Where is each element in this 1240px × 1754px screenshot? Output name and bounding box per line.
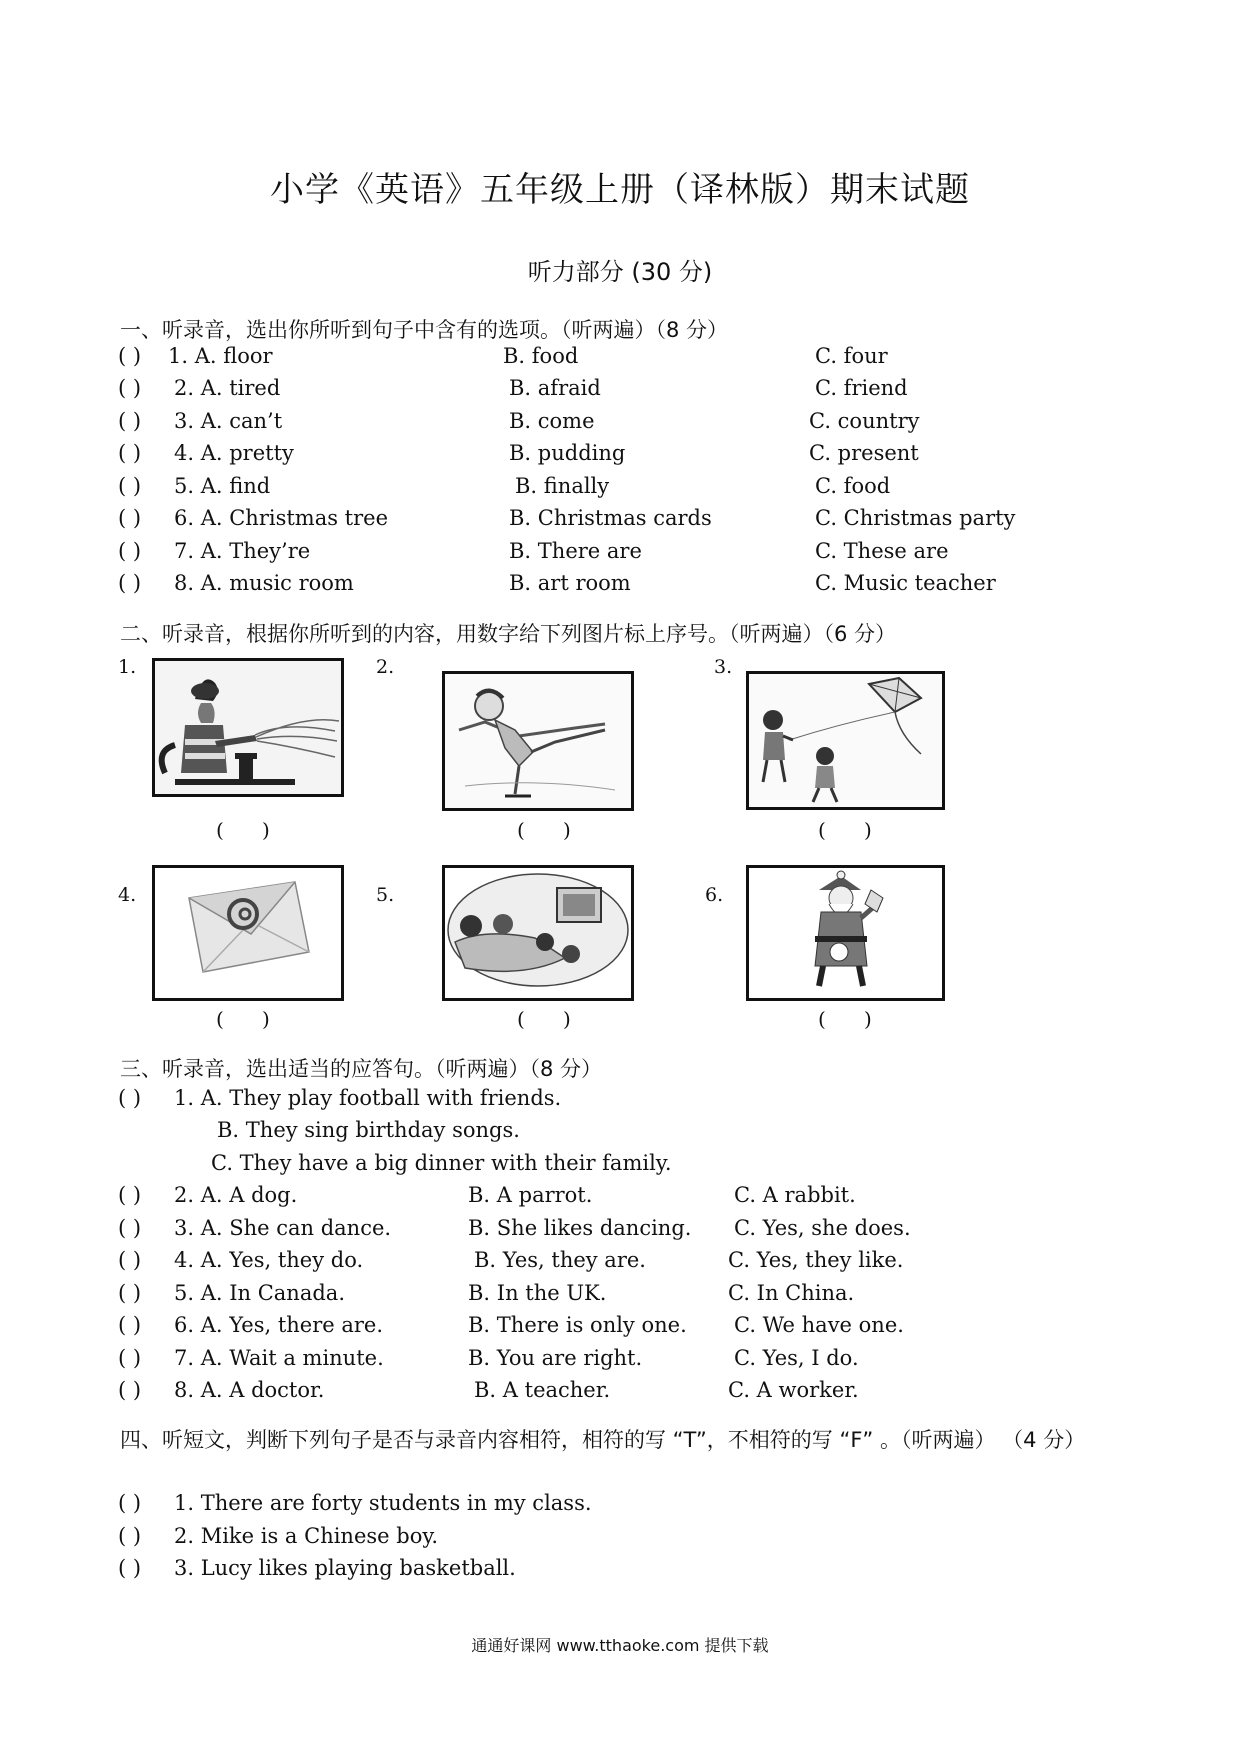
option-c: C. country: [809, 409, 920, 433]
answer-blank[interactable]: ( ): [118, 1524, 142, 1548]
option-b: B. There is only one.: [468, 1313, 687, 1337]
answer-blank[interactable]: ( ): [118, 344, 142, 368]
option-a: 4. A. Yes, they do.: [174, 1248, 364, 1272]
option-b: B. Yes, they are.: [474, 1248, 646, 1272]
picture-number-6: 6.: [705, 884, 724, 906]
picture-number-1: 1.: [118, 656, 137, 678]
picture-kite: [746, 671, 945, 810]
option-b: B. You are right.: [468, 1346, 643, 1370]
answer-blank[interactable]: ( ): [118, 1086, 142, 1110]
answer-blank[interactable]: ( ): [118, 1491, 142, 1515]
option-b: B. A parrot.: [468, 1183, 593, 1207]
option-c: C. In China.: [728, 1281, 855, 1305]
option-a: 6. A. Christmas tree: [174, 506, 389, 530]
option-a: 2. A. A dog.: [174, 1183, 298, 1207]
kite-children-icon: [749, 674, 942, 807]
option-a: 6. A. Yes, there are.: [174, 1313, 384, 1337]
option-b: B. A teacher.: [474, 1378, 611, 1402]
picture-answer-1[interactable]: ( ): [216, 818, 270, 842]
picture-number-3: 3.: [714, 656, 733, 678]
picture-firefighter: [152, 658, 344, 797]
answer-blank[interactable]: ( ): [118, 1248, 142, 1272]
section1-heading: 一、听录音，选出你所听到句子中含有的选项。（听两遍）（8 分）: [120, 318, 729, 342]
answer-blank[interactable]: ( ): [118, 441, 142, 465]
statement-text: 2. Mike is a Chinese boy.: [174, 1524, 439, 1548]
option-a: 2. A. tired: [174, 376, 281, 400]
picture-answer-5[interactable]: ( ): [517, 1007, 571, 1031]
answer-blank[interactable]: ( ): [118, 409, 142, 433]
statement-text: 3. Lucy likes playing basketball.: [174, 1556, 516, 1580]
option-b: B. art room: [509, 571, 631, 595]
option-c: C. We have one.: [734, 1313, 904, 1337]
picture-skater: [442, 671, 634, 811]
section-subtitle: 听力部分 (30 分): [527, 258, 713, 286]
option-b: B. She likes dancing.: [468, 1216, 692, 1240]
answer-blank[interactable]: ( ): [118, 1556, 142, 1580]
answer-blank[interactable]: ( ): [118, 1378, 142, 1402]
answer-blank[interactable]: ( ): [118, 1313, 142, 1337]
option-c: C. friend: [815, 376, 908, 400]
option-a: 1. A. They play football with friends.: [174, 1086, 562, 1110]
page-title: 小学《英语》五年级上册（译林版）期末试题: [270, 170, 970, 210]
picture-santa: [746, 865, 945, 1001]
option-c: C. Yes, she does.: [734, 1216, 911, 1240]
ice-skating-girl-icon: [445, 674, 631, 808]
page-footer: 通通好课网 www.tthaoke.com 提供下载: [471, 1636, 769, 1655]
picture-answer-2[interactable]: ( ): [517, 818, 571, 842]
answer-blank[interactable]: ( ): [118, 1281, 142, 1305]
picture-answer-6[interactable]: ( ): [818, 1007, 872, 1031]
option-c: C. These are: [815, 539, 949, 563]
section3-q1-option-b: B. They sing birthday songs.: [217, 1118, 520, 1142]
option-c: C. A worker.: [728, 1378, 859, 1402]
answer-blank[interactable]: ( ): [118, 571, 142, 595]
section4-heading: 四、听短文，判断下列句子是否与录音内容相符，相符的写 “T”，不相符的写 “F” 。（听两遍） （4 分）: [120, 1428, 1086, 1452]
option-a: 4. A. pretty: [174, 441, 294, 465]
santa-claus-icon: [749, 868, 942, 998]
picture-number-4: 4.: [118, 884, 137, 906]
option-a: 7. A. Wait a minute.: [174, 1346, 384, 1370]
section3-heading: 三、听录音，选出适当的应答句。（听两遍）（8 分）: [120, 1057, 603, 1081]
answer-blank[interactable]: ( ): [118, 539, 142, 563]
answer-blank[interactable]: ( ): [118, 506, 142, 530]
option-b: B. pudding: [509, 441, 626, 465]
option-c: C. Yes, I do.: [734, 1346, 859, 1370]
answer-blank[interactable]: ( ): [118, 1183, 142, 1207]
answer-blank[interactable]: ( ): [118, 1216, 142, 1240]
option-c: C. Music teacher: [815, 571, 996, 595]
statement-text: 1. There are forty students in my class.: [174, 1491, 592, 1515]
picture-answer-4[interactable]: ( ): [216, 1007, 270, 1031]
section2-heading: 二、听录音，根据你所听到的内容，用数字给下列图片标上序号。（听两遍）（6 分）: [120, 622, 897, 646]
option-b: B. finally: [515, 474, 610, 498]
picture-family-tv: [442, 865, 634, 1001]
email-envelope-icon: [155, 868, 341, 998]
option-b: B. There are: [509, 539, 642, 563]
option-a: 8. A. music room: [174, 571, 354, 595]
option-b: B. come: [509, 409, 595, 433]
option-b: B. Christmas cards: [509, 506, 712, 530]
option-c: C. Yes, they like.: [728, 1248, 904, 1272]
option-a: 3. A. can’t: [174, 409, 283, 433]
option-a: 8. A. A doctor.: [174, 1378, 325, 1402]
option-b: B. In the UK.: [468, 1281, 607, 1305]
picture-answer-3[interactable]: ( ): [818, 818, 872, 842]
option-a: 1. A. floor: [168, 344, 273, 368]
option-a: 5. A. In Canada.: [174, 1281, 345, 1305]
option-c: C. four: [815, 344, 888, 368]
answer-blank[interactable]: ( ): [118, 1346, 142, 1370]
picture-number-2: 2.: [376, 656, 395, 678]
section3-q1-option-c: C. They have a big dinner with their family.: [211, 1151, 672, 1175]
picture-number-5: 5.: [376, 884, 395, 906]
option-c: C. Christmas party: [815, 506, 1016, 530]
option-a: 3. A. She can dance.: [174, 1216, 392, 1240]
answer-blank[interactable]: ( ): [118, 376, 142, 400]
firefighter-hose-icon: [155, 661, 341, 794]
option-c: C. present: [809, 441, 919, 465]
answer-blank[interactable]: ( ): [118, 474, 142, 498]
option-c: C. food: [815, 474, 891, 498]
option-a: 5. A. find: [174, 474, 271, 498]
option-c: C. A rabbit.: [734, 1183, 856, 1207]
option-b: B. food: [503, 344, 579, 368]
family-watching-tv-icon: [445, 868, 631, 998]
option-b: B. afraid: [509, 376, 601, 400]
picture-email: [152, 865, 344, 1001]
option-a: 7. A. They’re: [174, 539, 311, 563]
